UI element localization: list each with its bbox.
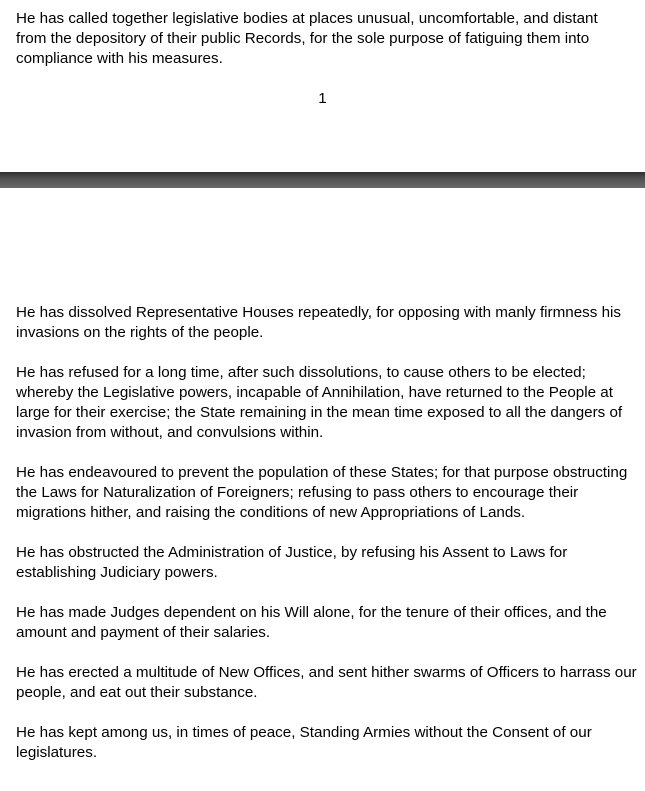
paragraph: He has dissolved Representative Houses repeatedly, for opposing with manly firmness his invasions on the rights of the people. [16, 304, 621, 341]
paragraph: He has kept among us, in times of peace, Standing Armies without the Consent of our legislatures. [16, 724, 592, 761]
paragraph: He has made Judges dependent on his Will alone, for the tenure of their offices, and the amount and payment of their salaries. [16, 604, 607, 641]
paragraph: He has obstructed the Administration of Justice, by refusing his Assent to Laws for establishing Judiciary powers. [16, 544, 568, 581]
page-separator [0, 172, 645, 188]
paragraph: He has erected a multitude of New Offices, and sent hither swarms of Officers to harrass our people, and eat out their substance. [16, 664, 637, 701]
page-2 [0, 188, 645, 791]
page-number: 1 [318, 90, 327, 107]
page-1 [0, 0, 645, 172]
paragraph: He has refused for a long time, after such dissolutions, to cause others to be elected; whereby the Legislative powers, incapable of Annihilation, have returned to the People at large for their exercise; the State remaining in the mean time exposed to all the dangers of invasion from without, and convulsions within. [16, 364, 623, 441]
paragraph: He has called together legislative bodies at places unusual, uncomfortable, and distant from the depository of their public Records, for the sole purpose of fatiguing them into compliance with his measures. [16, 10, 598, 67]
page-body [16, 303, 641, 783]
paragraph: He has endeavoured to prevent the population of these States; for that purpose obstructing the Laws for Naturalization of Foreigners; refusing to pass others to encourage their migrations hither, and raising the conditions of new Appropriations of Lands. [16, 464, 628, 521]
